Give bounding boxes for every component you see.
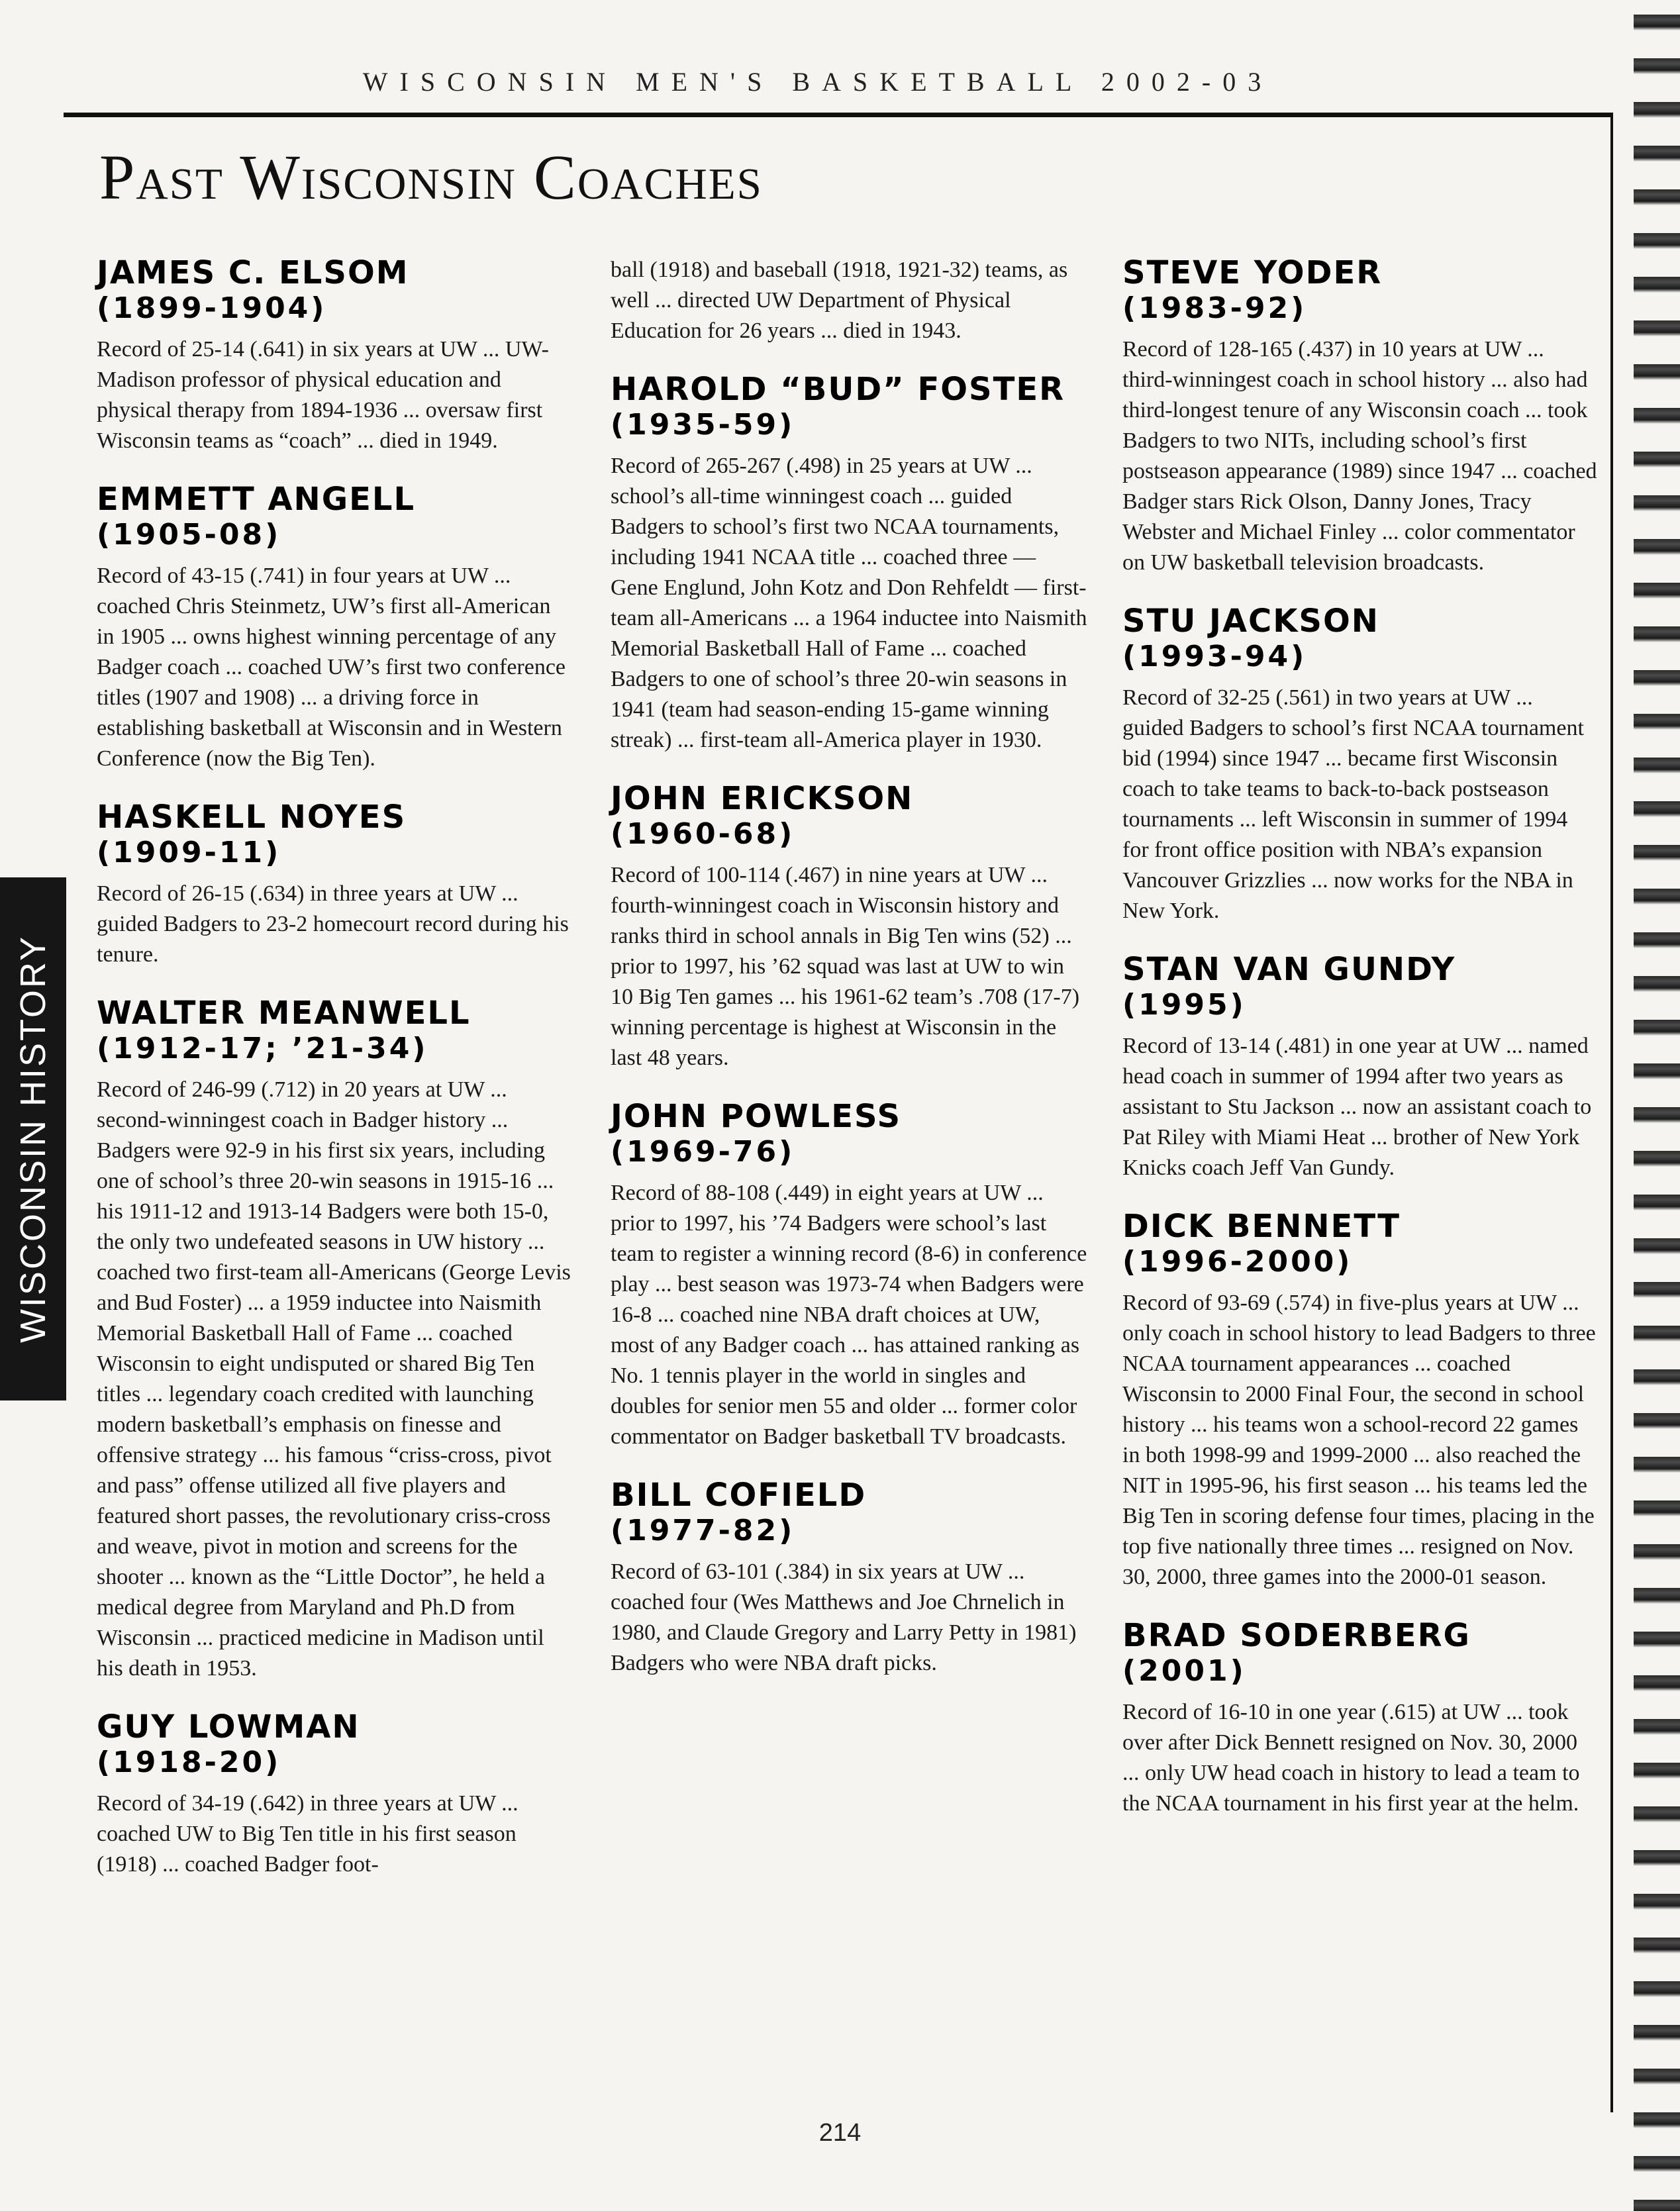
coach-years: (1977-82) [611, 1514, 795, 1548]
coach-entry [97, 995, 573, 1684]
coach-entry [97, 255, 573, 456]
coach-name: GUY LOWMAN [97, 1708, 360, 1745]
coach-years: (1912-17; ’21-34) [97, 1032, 428, 1065]
coach-name: BRAD SODERBERG [1122, 1617, 1471, 1654]
coach-entry [1122, 1208, 1599, 1593]
page-number: 214 [818, 2119, 862, 2147]
coach-name: JOHN ERICKSON [611, 780, 914, 817]
coach-name: WALTER MEANWELL [97, 995, 471, 1032]
coach-years: (1969-76) [611, 1135, 795, 1169]
column-1 [97, 255, 573, 1905]
coach-entry [97, 481, 573, 774]
coach-name: STEVE YODER [1122, 254, 1383, 291]
coach-entry [1122, 603, 1599, 926]
coach-years: (1995) [1122, 988, 1246, 1022]
coach-bio: Record of 34-19 (.642) in three years at UW ... coached UW to Big Ten title in his first season (1918) ... coached Badger foot- [97, 1791, 519, 1877]
coach-entry [1122, 255, 1599, 578]
coach-bio: Record of 25-14 (.641) in six years at UW ... UW-Madison professor of physical education and physical therapy from 1894-1936 ... oversaw first Wisconsin teams as “coach” ... died in 1949. [97, 337, 549, 453]
coach-name: DICK BENNETT [1122, 1208, 1401, 1245]
coach-years: (2001) [1122, 1654, 1246, 1688]
coach-entry-continued [611, 255, 1087, 346]
coach-years: (1909-11) [97, 836, 281, 869]
coach-years: (1993-94) [1122, 640, 1307, 673]
coach-entry [97, 799, 573, 970]
column-2 [611, 255, 1087, 1704]
coach-bio: Record of 43-15 (.741) in four years at UW ... coached Chris Steinmetz, UW’s first all-American in 1905 ... owns highest winning percentage of any Badger coach ... coached UW’s first two conference titles (1907 and 1908) ... a driving force in establishing basketball at Wisconsin and in Western Conference (now the Big Ten). [97, 564, 566, 771]
coach-bio: Record of 265-267 (.498) in 25 years at UW ... school’s all-time winningest coach ... guided Badgers to school’s first two NCAA tournaments, including 1941 NCAA title ... coached three — Gene Englund, John Kotz and Don Rehfeldt — first-team all-Americans ... a 1964 inductee into Naismith Memorial Basketball Hall of Fame ... coached Badgers to one of school’s three 20-win seasons in 1941 (team had season-ending 15-game winning streak) ... first-team all-America player in 1930. [611, 454, 1087, 752]
coach-years: (1935-59) [611, 408, 795, 442]
coach-years: (1905-08) [97, 518, 281, 552]
coach-bio: Record of 100-114 (.467) in nine years at UW ... fourth-winningest coach in Wisconsin history and ranks third in school annals in Big Ten wins (52) ... prior to 1997, his ’62 squad was last at UW to win 10 Big Ten games ... his 1961-62 team’s .708 (17-7) winning percentage is highest at Wisconsin in the last 48 years. [611, 863, 1080, 1070]
coach-name: BILL COFIELD [611, 1477, 867, 1514]
coach-name: EMMETT ANGELL [97, 481, 416, 518]
coach-entry [611, 371, 1087, 756]
coach-entry [1122, 952, 1599, 1183]
coach-years: (1918-20) [97, 1745, 281, 1779]
coach-bio: Record of 63-101 (.384) in six years at UW ... coached four (Wes Matthews and Joe Chrnelich in 1980, and Claude Gregory and Larry Petty in 1981) Badgers who were NBA draft picks. [611, 1559, 1077, 1675]
column-3 [1122, 255, 1599, 1844]
coach-bio: Record of 246-99 (.712) in 20 years at UW ... second-winningest coach in Badger history ... Badgers were 92-9 in his first six years, including one of school’s three 20-win seasons in 1915-16 ... his 1911-12 and 1913-14 Badgers were both 15-0, the only two undefeated seasons in UW history ... coached two first-team all-Americans (George Levis and Bud Foster) ... a 1959 inductee into Naismith Memorial Basketball Hall of Fame ... coached Wisconsin to eight undisputed or shared Big Ten titles ... legendary coach credited with launching modern basketball’s emphasis on finesse and offensive strategy ... his famous “criss-cross, pivot and pass” offense utilized all five players and featured short passes, the revolutionary criss-cross and weave, pivot in motion and screens for the shooter ... known as the “Little Doctor”, he held a medical degree from Maryland and Ph.D from Wisconsin ... practiced medicine in Madison until his death in 1953. [97, 1077, 571, 1681]
coach-bio: Record of 26-15 (.634) in three years at UW ... guided Badgers to 23-2 homecourt record during his tenure. [97, 881, 569, 967]
coach-entry [611, 781, 1087, 1073]
coach-name: STAN VAN GUNDY [1122, 951, 1456, 988]
coach-bio: Record of 13-14 (.481) in one year at UW ... named head coach in summer of 1994 after two years as assistant to Stu Jackson ... now an assistant coach to Pat Riley with Miami Heat ... brother of New York Knicks coach Jeff Van Gundy. [1122, 1034, 1592, 1180]
page-title: Past Wisconsin Coaches [99, 142, 763, 213]
coach-bio: Record of 128-165 (.437) in 10 years at UW ... third-winningest coach in school history ... also had third-longest tenure of any Wisconsin coach ... took Badgers to two NITs, including school’s first postseason appearance (1989) since 1947 ... coached Badger stars Rick Olson, Danny Jones, Tracy Webster and Michael Finley ... color commentator on UW basketball television broadcasts. [1122, 337, 1597, 575]
coach-name: HASKELL NOYES [97, 799, 407, 836]
coach-bio: Record of 93-69 (.574) in five-plus years at UW ... only coach in school history to lead Badgers to three NCAA tournament appearances ... coached Wisconsin to 2000 Final Four, the second in school history ... his teams won a school-record 22 games in both 1998-99 and 1999-2000 ... also reached the NIT in 1995-96, his first season ... his teams led the Big Ten in scoring defense four times, placing in the top five nationally three times ... resigned on Nov. 30, 2000, three games into the 2000-01 season. [1122, 1291, 1596, 1589]
coach-bio: Record of 88-108 (.449) in eight years at UW ... prior to 1997, his ’74 Badgers were school’s last team to register a winning record (8-6) in conference play ... best season was 1973-74 when Badgers were 16-8 ... coached nine NBA draft choices at UW, most of any Badger coach ... has attained ranking as No. 1 tennis player in the world in singles and doubles for senior men 55 and older ... former color commentator on Badger basketball TV broadcasts. [611, 1181, 1087, 1449]
coach-years: (1983-92) [1122, 291, 1307, 325]
coach-entry [611, 1099, 1087, 1452]
section-tab-label: WISCONSIN HISTORY [13, 934, 53, 1344]
coach-name: HAROLD “BUD” FOSTER [611, 371, 1065, 408]
coach-entry [97, 1709, 573, 1880]
coach-years: (1899-1904) [97, 291, 327, 325]
section-tab [0, 877, 66, 1400]
coach-bio-continued: ball (1918) and baseball (1918, 1921-32) teams, as well ... directed UW Department of Physical Education for 26 years ... died in 1943. [611, 258, 1068, 343]
coach-name: STU JACKSON [1122, 603, 1379, 640]
coach-years: (1960-68) [611, 817, 795, 851]
coach-entry [1122, 1618, 1599, 1819]
running-header: WISCONSIN MEN'S BASKETBALL 2002-03 [362, 67, 1273, 97]
coach-bio: Record of 32-25 (.561) in two years at UW ... guided Badgers to school’s first NCAA tournament bid (1994) since 1947 ... became first Wisconsin coach to take teams to back-to-back postseason tournaments ... left Wisconsin in summer of 1994 for front office position with NBA’s expansion Vancouver Grizzlies ... now works for the NBA in New York. [1122, 685, 1584, 923]
coach-bio: Record of 16-10 in one year (.615) at UW ... took over after Dick Bennett resigned on Nov. 30, 2000 ... only UW head coach in history to lead a team to the NCAA tournament in his first year at the helm. [1122, 1700, 1580, 1816]
coach-entry [611, 1477, 1087, 1679]
coach-name: JOHN POWLESS [611, 1098, 902, 1135]
spiral-binding [1634, 0, 1680, 2211]
coach-name: JAMES C. ELSOM [97, 254, 409, 291]
coach-years: (1996-2000) [1122, 1245, 1353, 1279]
